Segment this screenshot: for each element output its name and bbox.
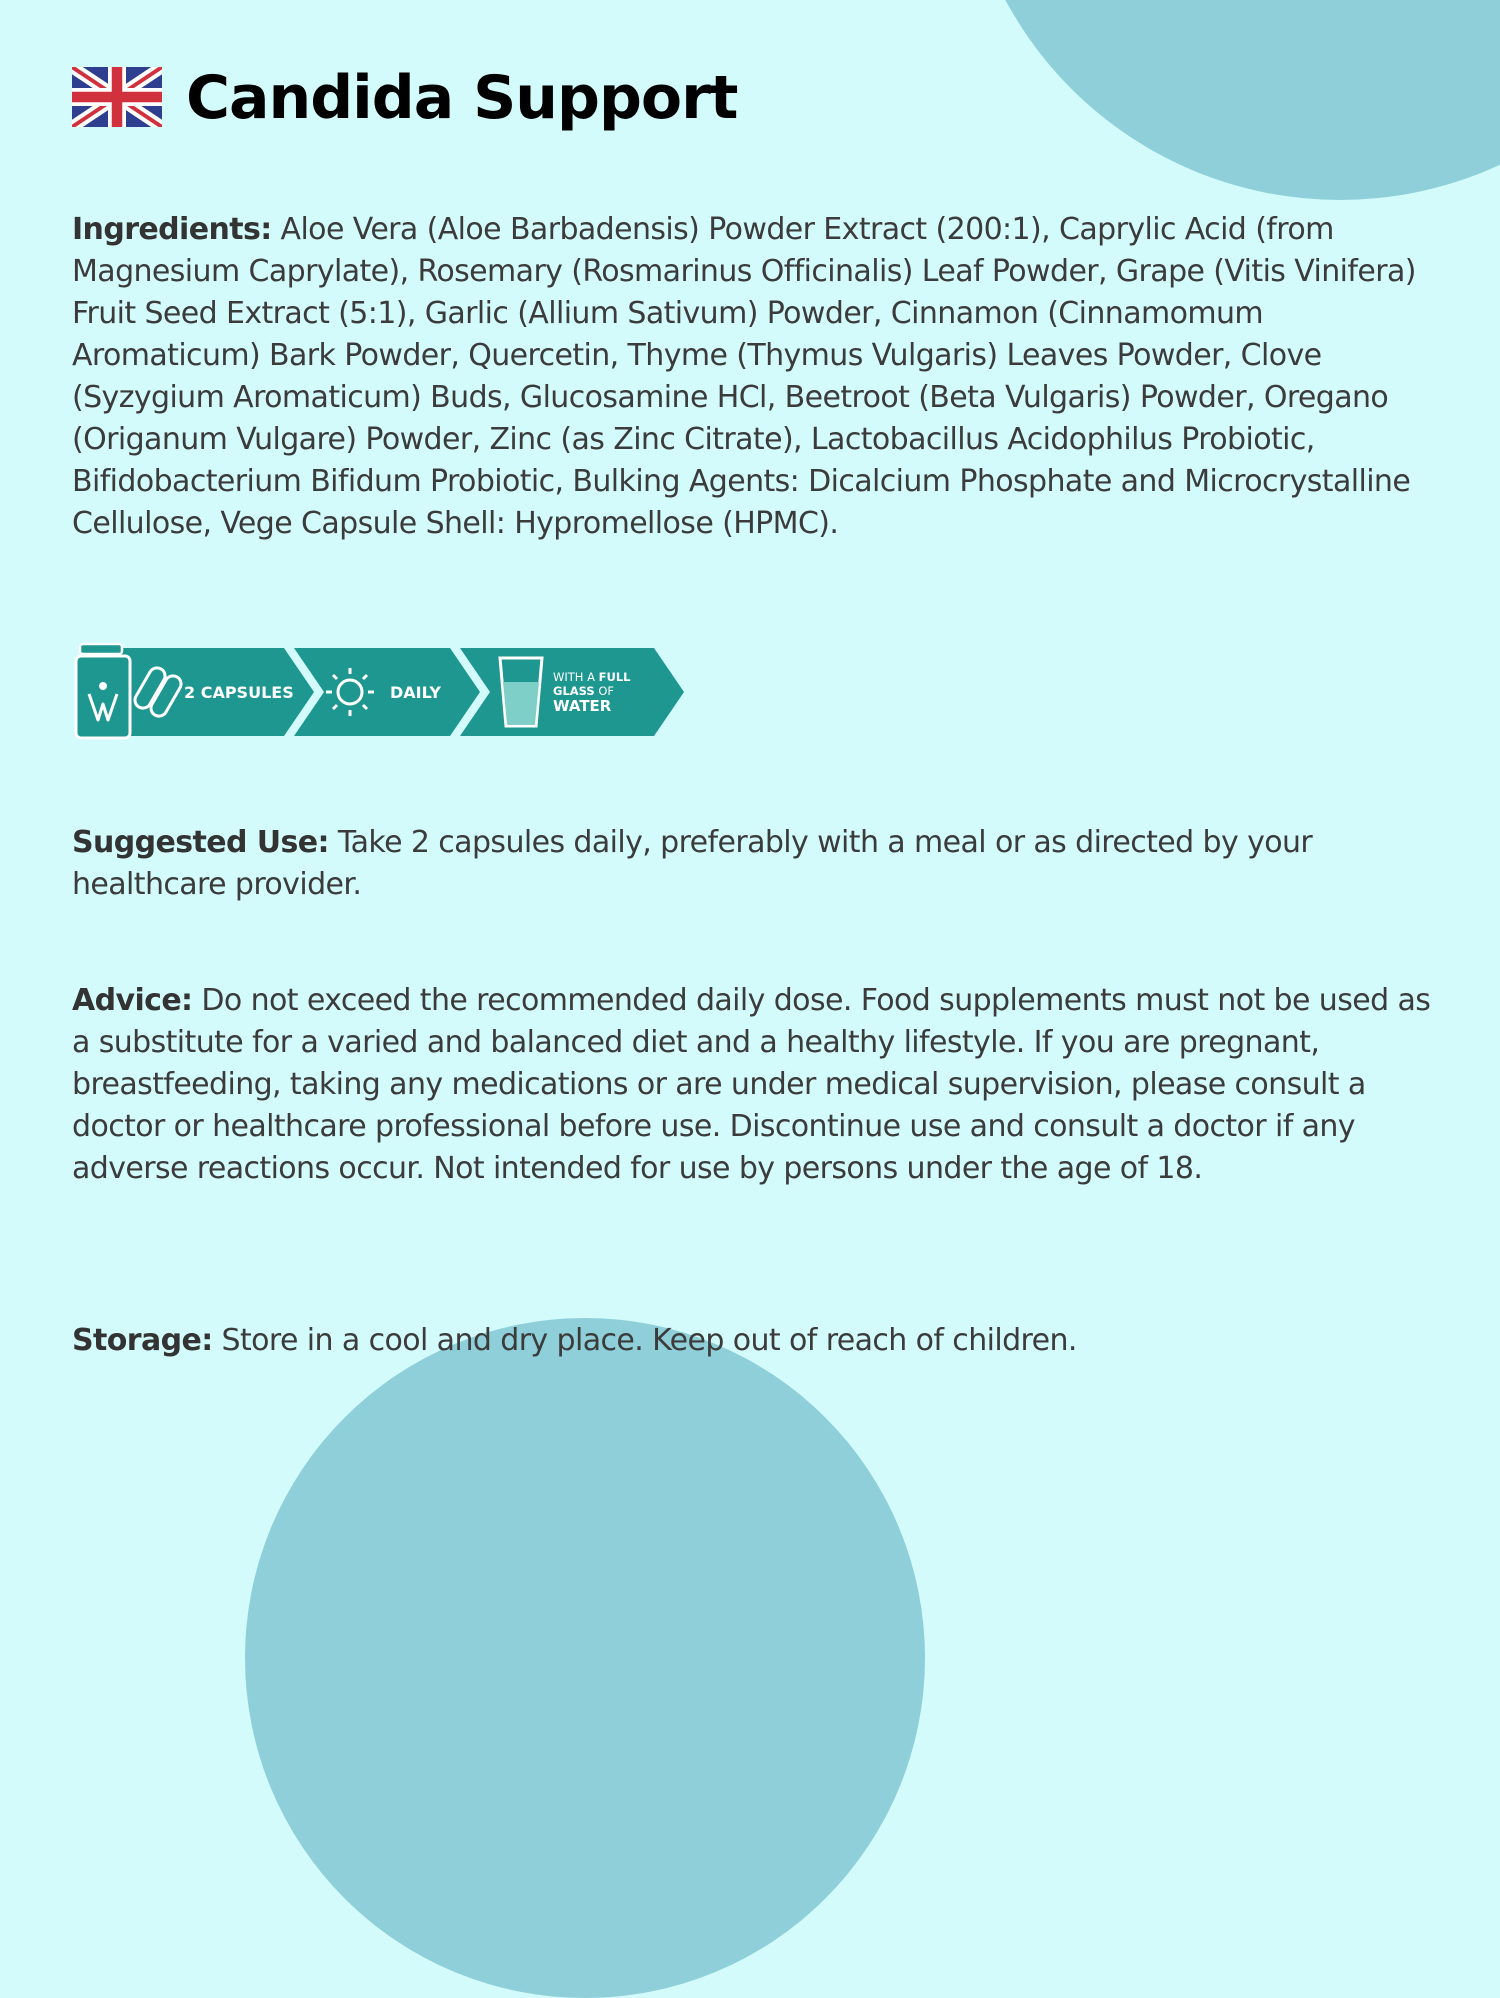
- daily-label: DAILY: [390, 683, 441, 702]
- decorative-circle-top: [960, 0, 1500, 200]
- water-line2-b: OF: [598, 684, 615, 698]
- ingredients-label: Ingredients:: [72, 212, 272, 247]
- suggested-use-label: Suggested Use:: [72, 825, 329, 860]
- advice-text: Do not exceed the recommended daily dose. Food supplements must not be used as a substitute for a varied and balanced diet and a healthy lifestyle. If you are pregnant, breastfeeding, taking any medications or are under medical supervision, please consult a doctor or healthcare professional before use. Discontinue use and consult a doctor if any adverse reactions occur. Not intended for use by persons under the age of 18.: [72, 983, 1431, 1186]
- capsules-label: 2 CAPSULES: [184, 683, 294, 702]
- advice-label: Advice:: [72, 983, 193, 1018]
- water-line3: WATER: [553, 697, 612, 715]
- page-title: Candida Support: [186, 63, 738, 133]
- water-line2-a: GLASS: [553, 684, 595, 698]
- ingredients-paragraph: [72, 209, 1432, 545]
- suggested-use-paragraph: [72, 822, 1432, 906]
- ingredients-text: Aloe Vera (Aloe Barbadensis) Powder Extract (200:1), Caprylic Acid (from Magnesium Caprylate), Rosemary (Rosmarinus Officinalis) Leaf Powder, Grape (Vitis Vinifera) Fruit Seed Extract (5:1), Garlic (Allium Sativum) Powder, Cinnamon (Cinnamomum Aromaticum) Bark Powder, Quercetin, Thyme (Thymus Vulgaris) Leaves Powder, Clove (Syzygium Aromaticum) Buds, Glucosamine HCl, Beetroot (Beta Vulgaris) Powder, Oregano (Origanum Vulgare) Powder, Zinc (as Zinc Citrate), Lactobacillus Acidophilus Probiotic, Bifidobacterium Bifidum Probiotic, Bulking Agents: Dicalcium Phosphate and Microcrystalline Cellulose, Vege Capsule Shell: Hypromellose (HPMC).: [72, 212, 1416, 541]
- water-line1-b: FULL: [598, 670, 631, 684]
- banner-segment-daily: [294, 648, 480, 736]
- water-instruction: [553, 670, 630, 715]
- suggested-use-text: Take 2 capsules daily, preferably with a meal or as directed by your healthcare provider.: [72, 825, 1313, 902]
- uk-flag-icon: [72, 67, 162, 127]
- storage-paragraph: [72, 1320, 1432, 1362]
- decorative-circle-bottom: [245, 1318, 925, 1998]
- water-line1-a: WITH A: [553, 670, 595, 684]
- supplement-bottle-icon: [76, 644, 130, 738]
- storage-text: Store in a cool and dry place. Keep out of reach of children.: [212, 1323, 1077, 1358]
- storage-label: Storage:: [72, 1323, 213, 1358]
- advice-paragraph: [72, 980, 1432, 1190]
